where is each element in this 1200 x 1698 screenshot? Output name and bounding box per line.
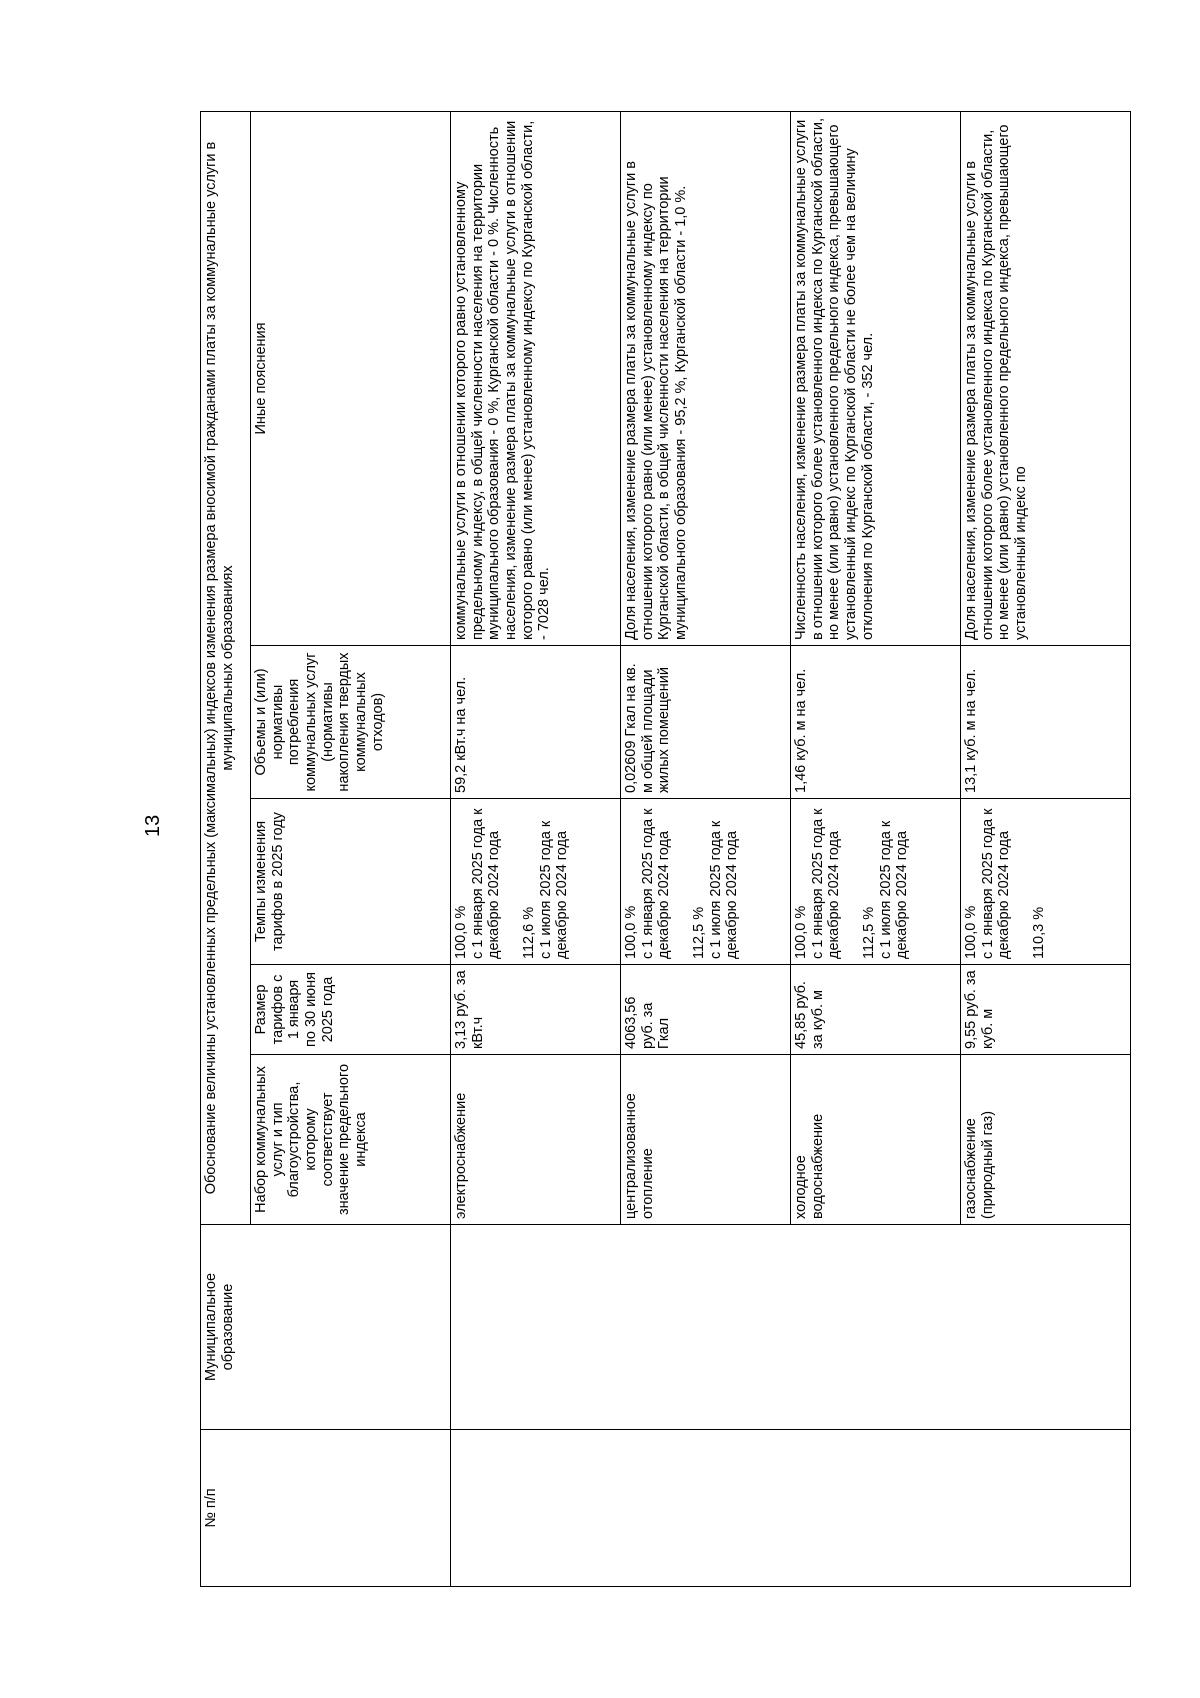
rates-cell <box>961 799 1131 965</box>
rates-cell <box>451 799 621 965</box>
service-cell: централизованное отопление <box>621 1055 791 1225</box>
municipality-cell <box>451 1225 1131 1430</box>
volume-cell: 1,46 куб. м на чел. <box>791 646 961 799</box>
rate-value: 112,5 % <box>691 906 708 959</box>
page-number: 13 <box>142 814 164 837</box>
tariff-table <box>200 111 1131 1587</box>
rate-value: 112,6 % <box>521 906 538 959</box>
rate-note: с 1 января 2025 года к декабрю 2024 года <box>979 808 1013 959</box>
volume-cell: 0,02609 Гкал на кв. м общей площади жилых помещений <box>621 646 791 799</box>
row-number-cell <box>451 1430 1131 1587</box>
rate-value: 112,5 % <box>861 906 878 959</box>
header-rates: Темпы изменения тарифов в 2025 году <box>251 799 451 965</box>
service-cell: холодное водоснабжение <box>791 1055 961 1225</box>
rate-value: 100,0 % <box>453 905 469 959</box>
rate-value: 100,0 % <box>793 905 809 959</box>
service-cell: электроснабжение <box>451 1055 621 1225</box>
header-services: Набор коммунальных услуг и тип благоустройства, которому соответствует значение предельного индекса <box>251 1055 451 1225</box>
rate-value: 110,3 % <box>1031 906 1048 959</box>
service-cell: газоснабжение (природный газ) <box>961 1055 1131 1225</box>
tariff-cell: 3,13 руб. за кВт.ч <box>451 965 621 1055</box>
tariff-cell: 45,85 руб. за куб. м <box>791 965 961 1055</box>
rate-value: 100,0 % <box>623 905 639 959</box>
notes-cell: Доля населения, изменение размера платы за коммунальные услуги в отношении которого равно (или менее) установленному индексу по Курганской области, в общей численности населения на территории муниципального образования - 95,2 %, Курганской области - 1,0 %. <box>621 112 791 646</box>
table-row <box>451 112 621 1587</box>
header-volumes: Объемы и (или) нормативы потребления коммунальных услуг (нормативы накопления твердых коммунальных отходов) <box>251 646 451 799</box>
volume-cell: 59,2 кВт.ч на чел. <box>451 646 621 799</box>
rate-note: с 1 января 2025 года к декабрю 2024 года <box>469 808 503 959</box>
header-notes: Иные пояснения <box>251 112 451 646</box>
rate-note: с 1 июля 2025 года к декабрю 2024 года <box>877 820 911 959</box>
header-municipality: Муниципальное образование <box>201 1225 451 1430</box>
tariff-cell: 4063,56 руб. за Гкал <box>621 965 791 1055</box>
rate-note: с 1 января 2025 года к декабрю 2024 года <box>639 808 673 959</box>
rate-value: 100,0 % <box>963 905 979 959</box>
rate-note: с 1 июля 2025 года к декабрю 2024 года <box>537 820 571 959</box>
tariff-table-rotated <box>200 112 1130 1587</box>
header-tariff: Размер тарифов с 1 января по 30 июня 2025 года <box>251 965 451 1055</box>
notes-cell: Численность населения, изменение размера платы за коммунальные услуги в отношении которого более установленного индекса по Курганской области, но менее (или равно) установленного предельного индекса, превышающего установленный индекс по Курганской области не более чем на величину отклонения по Курганской области, - 352 чел. <box>791 112 961 646</box>
tariff-cell: 9,55 руб. за куб. м <box>961 965 1131 1055</box>
volume-cell: 13,1 куб. м на чел. <box>961 646 1131 799</box>
rates-cell <box>791 799 961 965</box>
rate-note: с 1 января 2025 года к декабрю 2024 года <box>809 808 843 959</box>
notes-cell: коммунальные услуги в отношении которого равно установленному предельному индексу, в общей численности населения на территории муниципального образования - 0 %, Курганской области - 0 %. Численность населения, изменение размера платы за коммунальные услуги в отношении которого равно (или менее) установленному индексу по Курганской области, - 7028 чел. <box>451 112 621 646</box>
rate-note: с 1 июля 2025 года к декабрю 2024 года <box>707 820 741 959</box>
notes-cell: Доля населения, изменение размера платы за коммунальные услуги в отношении которого более установленного индекса по Курганской области, но менее (или равно) установленного предельного индекса, превышающего установленный индекс по <box>961 112 1131 646</box>
header-justification: Обоснование величины установленных предельных (максимальных) индексов изменения размера вносимой гражданами платы за коммунальные услуги в муниципальных образованиях <box>201 112 251 1225</box>
rates-cell <box>621 799 791 965</box>
header-number: № п/п <box>201 1430 451 1587</box>
